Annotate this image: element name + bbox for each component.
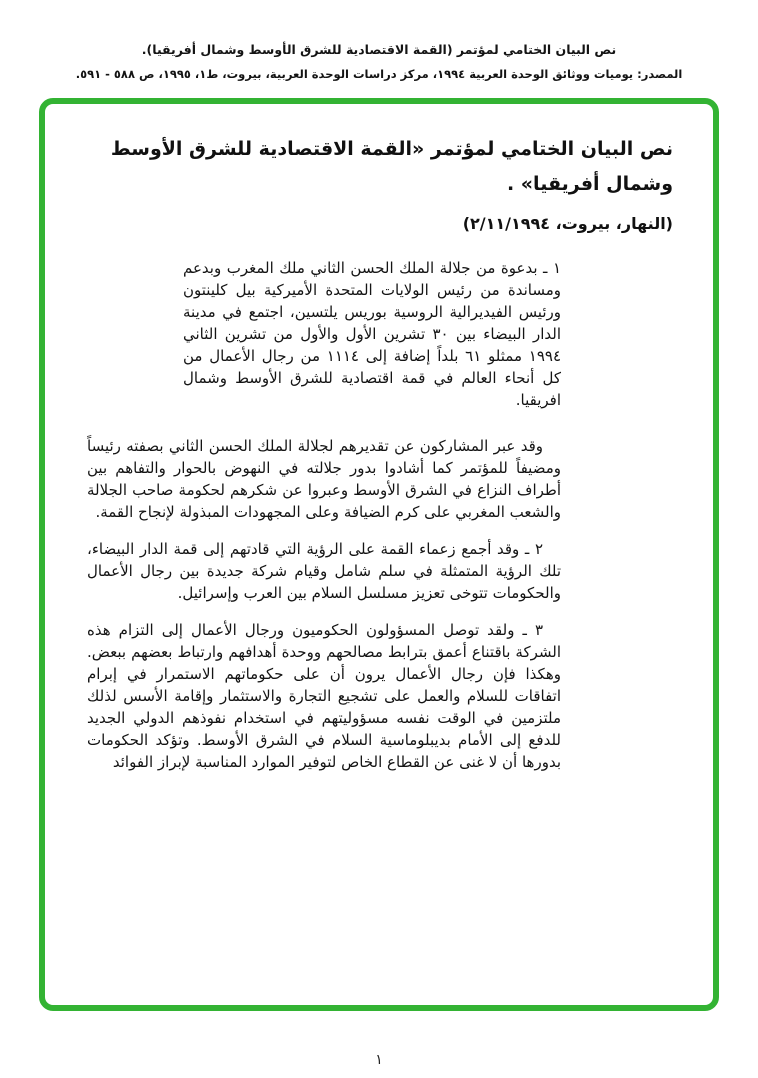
page-header bbox=[0, 0, 758, 81]
paragraph-2: وقد عبر المشاركون عن تقديرهم لجلالة الملك الحسن الثاني بصفته رئيساً ومضيفاً للمؤتمر كما أشادوا بدور جلالته في النهوض بالحوار والتفاهم بين أطراف النزاع في الشرق الأوسط وعبروا عن شكرهم لحكومة صاحب الجلالة والشعب المغربي على كرم الضيافة وعلى المجهودات المبذولة لإنجاح القمة. bbox=[87, 437, 561, 522]
document-title: نص البيان الختامي لمؤتمر «القمة الاقتصادية للشرق الأوسط وشمال أفريقيا» . bbox=[110, 138, 673, 196]
paragraph-3: ٢ ـ وقد أجمع زعماء القمة على الرؤية التي قادتهم إلى قمة الدار البيضاء، تلك الرؤية المتمثلة في سلم شامل وقيام شركة جديدة بين رجال الأعمال والحكومات تتوخى تعزيز مسلسل السلام بين العرب وإسرائيل. bbox=[87, 540, 561, 603]
header-source-line: المصدر: يوميات ووثائق الوحدة العربية ١٩٩٤، مركز دراسات الوحدة العربية، بيروت، ط١، ١٩٩٥، ص ٥٨٨ - ٥٩١. bbox=[75, 67, 683, 81]
header-citation-line: نص البيان الختامي لمؤتمر (القمة الاقتصادية للشرق الأوسط وشمال أفريقيا). bbox=[141, 42, 617, 57]
paragraph-1: ١ ـ بدعوة من جلالة الملك الحسن الثاني ملك المغرب وبدعم ومساندة من رئيس الولايات المتحدة الأميركية بيل كلينتون ورئيس الفيديرالية الروسية بوريس يلتسين، اجتمع في مدينة الدار البيضاء بين ٣٠ تشرين الأول والأول من تشرين الثاني ١٩٩٤ ممثلو ٦١ بلداً إضافة إلى ١١١٤ من رجال الأعمال من كل أنحاء العالم في قمة اقتصادية للشرق الأوسط وشمال افريقيا. bbox=[183, 259, 562, 410]
document-body bbox=[87, 257, 561, 773]
green-frame bbox=[39, 98, 719, 1011]
document-dateline: (النهار، بيروت، ٢/١١/١٩٩٤) bbox=[462, 214, 673, 234]
paragraph-4: ٣ ـ ولقد توصل المسؤولون الحكوميون ورجال الأعمال إلى التزام هذه الشركة باقتناع أعمق بترابط مصالحهم ووحدة أهدافهم وارتباط بعضهم ببعض. وهكذا فإن رجال الأعمال يرون أن على حكوماتهم الاستمرار في إبرام اتفاقات للسلام والعمل على تشجيع التجارة والاستثمار وإقامة الأسس لذلك ملتزمين في الوقت نفسه مسؤوليتهم في استخدام نفوذهم الدولي الجديد للدفع إلى الأمام بديبلوماسية السلام في الشرق الأوسط. وتؤكد الحكومات بدورها أن لا غنى عن القطاع الخاص لتوفير الموارد المناسبة لإبراز الفوائد bbox=[87, 621, 561, 772]
page-number: ١ bbox=[375, 1052, 383, 1068]
